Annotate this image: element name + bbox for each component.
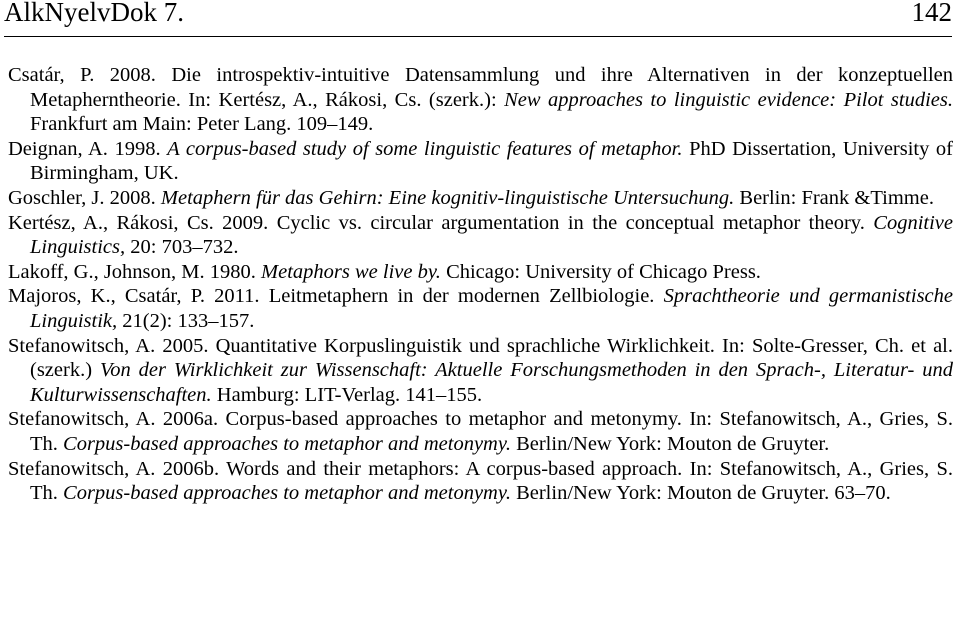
reference-text: Frankfurt am Main: Peter Lang. 109–149. (30, 113, 374, 136)
reference-italic-title: Von der Wirklichkeit zur Wissenschaft: Aktuelle Forschungsmethoden in den Sprach-, Literatur- und Kulturwissenschaften. (30, 359, 954, 406)
reference-text: Berlin: Frank &Timme. (734, 186, 934, 209)
reference-italic-title: New approaches to linguistic evidence: Pilot studies. (504, 88, 953, 111)
reference-text: PhD Dissertation, University of Birmingham, UK. (30, 137, 953, 185)
reference-text: Stefanowitsch, A. 2005. Quantitative Korpuslinguistik und sprachliche Wirklichkeit. In: Solte-Gresser, Ch. et al. (szerk.) (8, 334, 953, 382)
reference-entry (8, 260, 953, 285)
reference-text: Kertész, A., Rákosi, Cs. 2009. Cyclic vs. circular argumentation in the conceptual metaphor theory. (8, 211, 874, 234)
page-number: 142 (911, 0, 952, 27)
reference-italic-title: Corpus-based approaches to metaphor and metonymy. (63, 432, 511, 455)
reference-italic-title: Metaphern für das Gehirn: Eine kognitiv-linguistische Untersuchung. (160, 186, 735, 209)
reference-entry (8, 457, 953, 506)
reference-entry (8, 334, 953, 408)
reference-text: 20: 703–732. (125, 236, 239, 259)
reference-text: Deignan, A. 1998. (8, 137, 168, 160)
reference-text: Berlin/New York: Mouton de Gruyter. (510, 432, 830, 455)
reference-text: Berlin/New York: Mouton de Gruyter. 63–70. (510, 482, 891, 505)
reference-text: Goschler, J. 2008. (8, 186, 161, 209)
reference-text: Stefanowitsch, A. 2006a. Corpus-based approaches to metaphor and metonymy. In: Stefanowitsch, A., Gries, S. Th. (8, 408, 953, 455)
reference-entry (8, 63, 953, 137)
reference-italic-title: Cognitive Linguistics, (30, 211, 953, 259)
header-rule (4, 36, 952, 37)
reference-text: Csatár, P. 2008. Die introspektiv-intuitive Datensammlung und ihre Alternativen in der konzeptuellen Metapherntheorie. In: Kertész, A., Rákosi, Cs. (szerk.): (8, 64, 953, 111)
reference-text: Stefanowitsch, A. 2006b. Words and their metaphors: A corpus-based approach. In: Stefanowitsch, A., Gries, S. Th. (8, 457, 953, 505)
reference-entry (8, 186, 953, 211)
journal-title: AlkNyelvDok 7. (4, 0, 184, 27)
reference-list (8, 63, 953, 506)
reference-entry (8, 284, 953, 333)
reference-italic-title: A corpus-based study of some linguistic features of metaphor. (167, 137, 683, 160)
reference-text: Lakoff, G., Johnson, M. 1980. (8, 260, 262, 283)
running-header (4, 0, 952, 36)
reference-italic-title: Sprachtheorie und germanistische Linguistik, (30, 285, 953, 332)
reference-entry (8, 211, 953, 260)
reference-entry (8, 407, 953, 456)
reference-italic-title: Metaphors we live by. (261, 260, 441, 283)
reference-entry (8, 137, 953, 186)
reference-text: 21(2): 133–157. (117, 309, 255, 332)
reference-text: Hamburg: LIT-Verlag. 141–155. (211, 383, 483, 406)
reference-italic-title: Corpus-based approaches to metaphor and metonymy. (63, 482, 511, 505)
reference-text: Chicago: University of Chicago Press. (440, 260, 761, 283)
reference-text: Majoros, K., Csatár, P. 2011. Leitmetaphern in der modernen Zellbiologie. (8, 285, 664, 308)
